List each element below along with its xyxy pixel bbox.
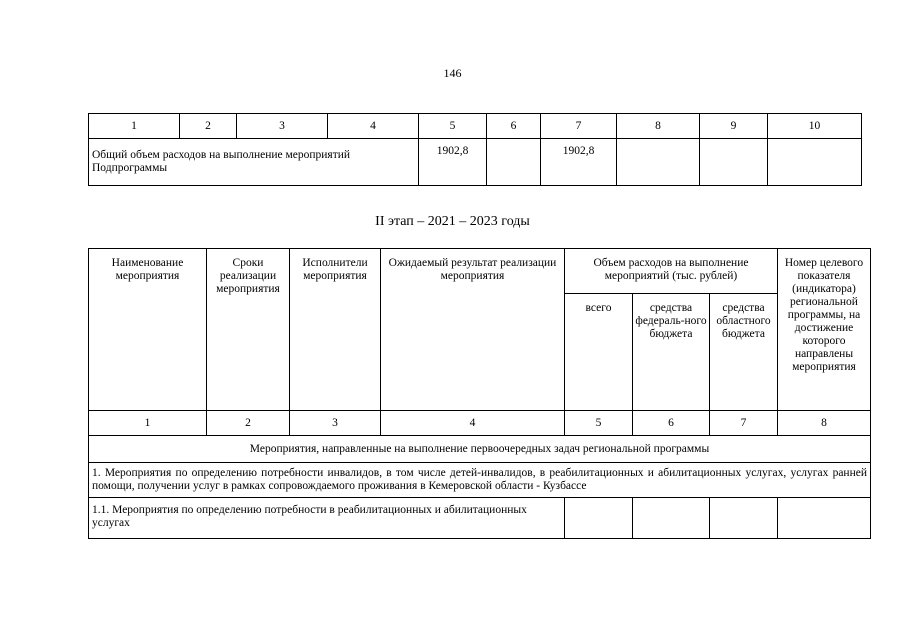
column-number: 1 xyxy=(89,114,180,139)
subtask-federal-cell xyxy=(633,498,710,539)
column-number: 1 xyxy=(89,411,207,436)
cell-col10 xyxy=(768,139,862,186)
column-number: 8 xyxy=(617,114,700,139)
task-row xyxy=(89,463,871,498)
column-number: 6 xyxy=(487,114,541,139)
column-number: 10 xyxy=(768,114,862,139)
regional-expenses-value: 1902,8 xyxy=(541,139,617,186)
subtask-row xyxy=(89,498,871,539)
header-indicator: Номер целевого показателя (индикатора) региональной программы, на достижение которого направлены мероприятия xyxy=(778,249,871,411)
page-number: 146 xyxy=(443,66,462,80)
column-number: 2 xyxy=(207,411,290,436)
section-row xyxy=(89,436,871,463)
column-number: 5 xyxy=(565,411,633,436)
column-number: 4 xyxy=(328,114,419,139)
column-number: 6 xyxy=(633,411,710,436)
header-regional: средства областного бюджета xyxy=(710,294,778,411)
summary-table-header-row xyxy=(89,114,862,139)
total-expenses-label: Общий объем расходов на выполнение мероприятий Подпрограммы xyxy=(89,139,419,186)
column-number: 7 xyxy=(710,411,778,436)
task-title: 1. Мероприятия по определению потребности инвалидов, в том числе детей-инвалидов, в реабилитационных и абилитационных услугах, услугах ранней помощи, получении услуг в рамках сопровождаемого проживания в Кемеровской области - Кузбассе xyxy=(89,463,871,498)
column-number: 7 xyxy=(541,114,617,139)
measures-table xyxy=(88,248,871,539)
federal-expenses-value xyxy=(487,139,541,186)
header-total: всего xyxy=(565,294,633,411)
subtask-total-cell xyxy=(565,498,633,539)
summary-table-total-row xyxy=(89,139,862,186)
stage-title: II этап – 2021 – 2023 годы xyxy=(375,214,530,229)
total-expenses-value: 1902,8 xyxy=(419,139,487,186)
column-number: 5 xyxy=(419,114,487,139)
header-executors: Исполнители мероприятия xyxy=(290,249,381,411)
header-result: Ожидаемый результат реализации мероприятия xyxy=(381,249,565,411)
column-number: 2 xyxy=(180,114,237,139)
column-number: 8 xyxy=(778,411,871,436)
subtask-indicator-cell xyxy=(778,498,871,539)
column-number: 9 xyxy=(700,114,768,139)
subtask-title: 1.1. Мероприятия по определению потребности в реабилитационных и абилитационных услугах xyxy=(89,498,565,539)
measures-column-numbers-row xyxy=(89,411,871,436)
column-number: 3 xyxy=(290,411,381,436)
header-terms: Сроки реализации мероприятия xyxy=(207,249,290,411)
column-number: 4 xyxy=(381,411,565,436)
column-number: 3 xyxy=(237,114,328,139)
measures-header-row xyxy=(89,249,871,294)
cell-col8 xyxy=(617,139,700,186)
section-title: Мероприятия, направленные на выполнение первоочередных задач региональной программы xyxy=(89,436,871,463)
header-expenses: Объем расходов на выполнение мероприятий (тыс. рублей) xyxy=(565,249,778,294)
subtask-regional-cell xyxy=(710,498,778,539)
header-federal: средства федераль-ного бюджета xyxy=(633,294,710,411)
summary-table xyxy=(88,113,862,186)
header-name: Наименование мероприятия xyxy=(89,249,207,411)
cell-col9 xyxy=(700,139,768,186)
